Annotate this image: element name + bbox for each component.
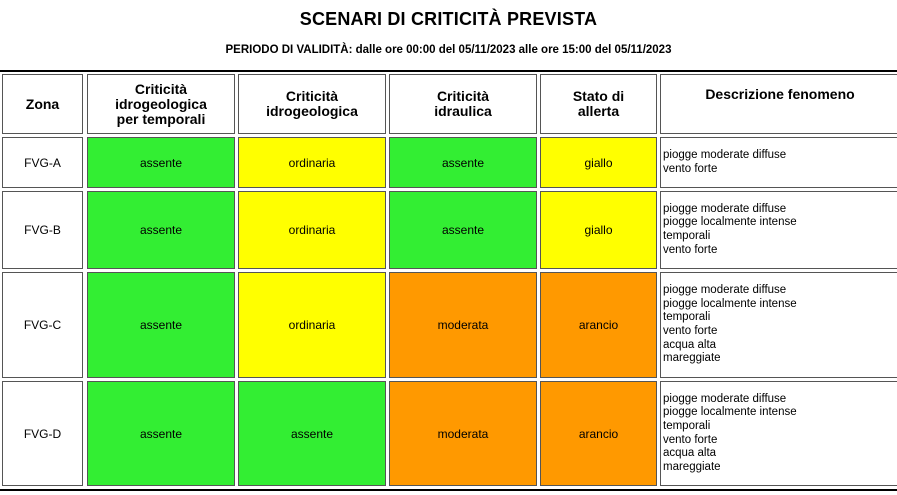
- header-zona: [2, 74, 83, 134]
- phenomenon-item: piogge moderate diffuse: [663, 202, 787, 215]
- phenomenon-item: temporali: [663, 311, 711, 324]
- level-label: arancio: [578, 426, 619, 441]
- phenomenon-item: acqua alta: [663, 447, 717, 460]
- header-temporali: [87, 74, 235, 134]
- phenomenon-item: piogge localmente intense: [663, 297, 797, 310]
- header-idraulica: [389, 74, 537, 134]
- table-cell-zona: [2, 191, 83, 269]
- level-label: assente: [139, 318, 183, 332]
- page-title: SCENARI DI CRITICITÀ PREVISTA: [299, 9, 598, 29]
- table-cell-zona: [2, 137, 83, 188]
- level-label: moderata: [437, 318, 489, 332]
- table-cell-idrogeologica: [238, 191, 386, 269]
- phenomenon-item: piogge localmente intense: [663, 406, 797, 419]
- phenomenon-item: acqua alta: [663, 338, 717, 351]
- phenomenon-list: [663, 393, 797, 475]
- table-cell-allerta: [540, 191, 657, 269]
- zone-label: FVG-B: [24, 223, 61, 237]
- table-cell-temporali: [87, 137, 235, 188]
- table-cell-temporali: [87, 191, 235, 269]
- phenomenon-list: [663, 284, 797, 366]
- phenomenon-item: piogge moderate diffuse: [663, 284, 787, 297]
- level-label: ordinaria: [288, 155, 336, 170]
- level-label: assente: [139, 155, 183, 170]
- phenomenon-item: mareggiate: [663, 460, 721, 473]
- phenomenon-item: vento forte: [663, 325, 718, 337]
- level-label: assente: [139, 426, 183, 441]
- zone-label: FVG-C: [23, 318, 62, 332]
- phenomenon-item: piogge localmente intense: [663, 216, 797, 229]
- level-label: assente: [139, 223, 183, 237]
- validity-period: PERIODO DI VALIDITÀ: dalle ore 00:00 del 05/11/2023 alle ore 15:00 del 05/11/2023: [225, 44, 672, 56]
- phenomenon-list: [663, 149, 786, 176]
- level-label: assente: [441, 223, 485, 237]
- header-allerta: [540, 74, 657, 134]
- level-label: moderata: [437, 426, 489, 441]
- table-cell-idraulica: [389, 272, 537, 378]
- phenomenon-item: vento forte: [663, 162, 718, 175]
- table-cell-descrizione: [660, 137, 897, 188]
- level-label: arancio: [578, 318, 619, 332]
- table-cell-allerta: [540, 137, 657, 188]
- table-cell-temporali: [87, 272, 235, 378]
- level-label: ordinaria: [288, 318, 336, 332]
- zone-label: FVG-A: [24, 155, 61, 170]
- header-descrizione: [660, 74, 897, 134]
- table-cell-descrizione: [660, 272, 897, 378]
- table-cell-zona: [2, 381, 83, 486]
- header-label-zona: Zona: [25, 95, 60, 112]
- table-cell-zona: [2, 272, 83, 378]
- header-label-allerta: Stato di allerta: [572, 88, 625, 119]
- phenomenon-item: piogge moderate diffuse: [663, 392, 787, 405]
- table-cell-idraulica: [389, 381, 537, 486]
- table-cell-idrogeologica: [238, 272, 386, 378]
- phenomenon-item: vento forte: [663, 243, 718, 256]
- header-label-idraulica: Criticità idraulica: [434, 88, 492, 119]
- table-cell-temporali: [87, 381, 235, 486]
- phenomenon-item: vento forte: [663, 433, 718, 446]
- header-label-temporali: Criticità idrogeologica per temporali: [115, 80, 207, 127]
- table-cell-idrogeologica: [238, 137, 386, 188]
- table-cell-idraulica: [389, 137, 537, 188]
- level-label: giallo: [584, 223, 613, 237]
- level-label: assente: [290, 426, 334, 441]
- table-cell-allerta: [540, 381, 657, 486]
- header-label-idrogeologica: Criticità idrogeologica: [266, 88, 358, 119]
- zone-label: FVG-D: [23, 426, 62, 441]
- table-cell-allerta: [540, 272, 657, 378]
- phenomenon-item: piogge moderate diffuse: [663, 148, 787, 161]
- header-idrogeologica: [238, 74, 386, 134]
- level-label: giallo: [584, 155, 613, 170]
- header-label-descrizione: Descrizione fenomeno: [705, 86, 855, 102]
- phenomenon-item: mareggiate: [663, 352, 721, 365]
- table-cell-descrizione: [660, 191, 897, 269]
- table-cell-descrizione: [660, 381, 897, 486]
- phenomenon-item: temporali: [663, 419, 711, 432]
- phenomenon-item: temporali: [663, 230, 711, 242]
- level-label: assente: [441, 155, 485, 170]
- level-label: ordinaria: [288, 223, 336, 237]
- table-cell-idrogeologica: [238, 381, 386, 486]
- table-cell-idraulica: [389, 191, 537, 269]
- phenomenon-list: [663, 203, 797, 257]
